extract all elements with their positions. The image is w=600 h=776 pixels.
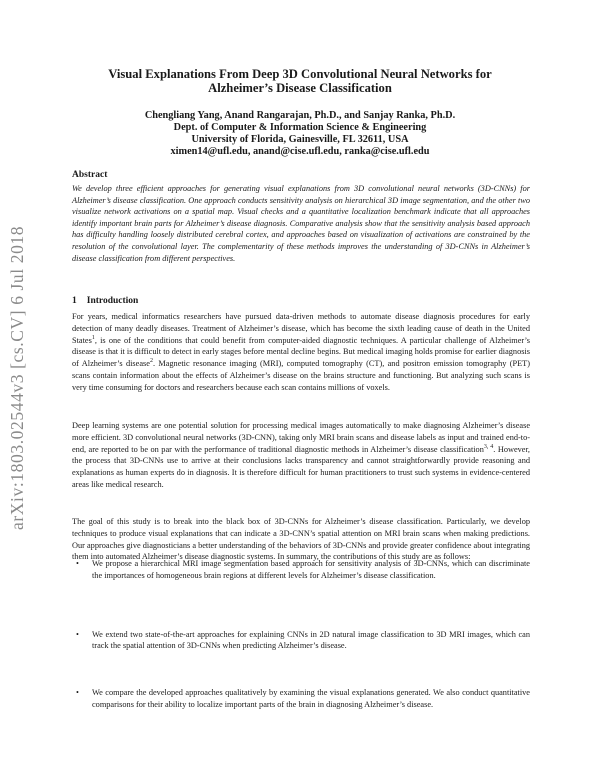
intro-paragraph-3: The goal of this study is to break into the black box of 3D-CNNs for Alzheimer’s disease classification. Particularly, we develop techniques to produce visual explanations that can indicate a 3D-CNN’s spatial attention on MRI brain scans when making predictions. Our approaches give diagnosticians a better understanding of the behaviors of 3D-CNNs and provide greater confidence about integrating them into automated Alzheimer’s disease diagnostic systems. In summary, the contributions of this study are as follows: xyxy=(72,517,530,562)
abstract-text: We develop three efficient approaches for generating visual explanations from 3D convolutional neural networks (3D-CNNs) for Alzheimer’s disease classification. One approach conducts sensitivity analysis on hierarchical 3D image segmentation, and the other two visualize network activations on a spatial map. Visual checks and a quantitative localization benchmark indicate that all approaches identify important brain parts for Alzheimer’s disease diagnosis. Comparative analysis show that the sensitivity analysis based approach has difficulty handling loosely distributed cerebral cortex, and approaches based on visualization of activations are constrained by the resolution of the convolutional layer. The complementarity of these methods improves the understanding of 3D-CNNs in Alzheimer’s disease classification from different perspectives. xyxy=(72,184,530,263)
bullet-icon: • xyxy=(76,629,79,639)
intro-paragraph-1 xyxy=(72,311,530,394)
affiliation-department: Dept. of Computer & Information Science & Engineering xyxy=(173,122,427,133)
affiliation-university: University of Florida, Gainesville, FL 32611, USA xyxy=(191,134,409,145)
list-item xyxy=(72,687,530,711)
bullet-icon: • xyxy=(76,688,79,698)
author-block xyxy=(70,110,530,158)
p2-text-a: Deep learning systems are one potential solution for processing medical images automatically to make diagnosing Alzheimer’s disease more efficient. 3D convolutional neural networks (3D-CNN), taking only MRI brain scans and disease labels as input and trained end-to-end, are reported to be on par with the performance of traditional diagnostic methods in Alzheimer’s disease classification xyxy=(72,421,530,454)
title-line-2: Alzheimer’s Disease Classification xyxy=(208,81,392,95)
arxiv-identifier: arXiv:1803.02544v3 [cs.CV] 6 Jul 2018 xyxy=(7,225,27,530)
contributions-list xyxy=(72,558,530,709)
list-item-text: We propose a hierarchical MRI image segmentation based approach for sensitivity analysis of 3D-CNNs, which can discriminate the importances of homogeneous brain regions at different levels for Alzheimer’s disease classification. xyxy=(92,559,530,580)
author-names: Chengliang Yang, Anand Rangarajan, Ph.D., and Sanjay Ranka, Ph.D. xyxy=(144,110,456,121)
title-line-1: Visual Explanations From Deep 3D Convolutional Neural Networks for xyxy=(108,67,492,81)
author-emails: ximen14@ufl.edu, anand@cise.ufl.edu, ranka@cise.ufl.edu xyxy=(170,146,430,157)
p1-text-c: . Magnetic resonance imaging (MRI), computed tomography (CT), and positron emission tomography (PET) scans contain information about the effects of Alzheimer’s disease on the brains structure and functioning. But analyzing such scans is very time consuming for doctors and researchers because each scan contains millions of voxels. xyxy=(72,359,530,392)
paper-title xyxy=(70,67,530,95)
list-item-text: We extend two state-of-the-art approaches for explaining CNNs in 2D natural image classification to 3D MRI images, which can track the spatial attention of 3D-CNNs when predicting Alzheimer’s disease. xyxy=(92,629,530,651)
intro-paragraph-2 xyxy=(72,420,530,491)
citation-2: 2 xyxy=(149,358,153,365)
abstract-heading: Abstract xyxy=(72,170,108,180)
citation-1: 1 xyxy=(91,334,95,341)
citation-3-4: 3, 4 xyxy=(483,443,494,450)
p2-text-b: . However, the process that 3D-CNNs use to arrive at their conclusions lacks transparency and cannot straightforwardly provide reasoning and explanations as human experts do in diagnosis. It is therefore difficult for human practitioners to trust such systems in evidence-centered areas like medical research. xyxy=(72,444,530,489)
section-heading-introduction xyxy=(72,296,138,306)
p1-text-a: For years, medical informatics researchers have pursued data-driven methods to automate disease diagnosis procedures for early detection of many deadly diseases. Treatment of Alzheimer’s disease, which has become the sixth leading cause of death in the United States xyxy=(72,312,530,345)
p1-text-b: , is one of the conditions that could benefit from computer-aided diagnostic techniques. A particular challenge of Alzheimer’s disease is that it is difficult to detect in early stages before mental decline begins. But medical imaging holds promise for earlier diagnosis of Alzheimer’s disease xyxy=(72,335,530,369)
list-item-text: We compare the developed approaches qualitatively by examining the visual explanations generated. We also conduct quantitative comparisons for their ability to localize important parts of the brain in diagnosing Alzheimer’s disease. xyxy=(92,688,530,709)
list-item xyxy=(72,558,530,582)
bullet-icon: • xyxy=(76,559,79,568)
list-item xyxy=(72,629,530,653)
section-title: Introduction xyxy=(86,296,139,306)
section-number: 1 xyxy=(72,296,77,306)
